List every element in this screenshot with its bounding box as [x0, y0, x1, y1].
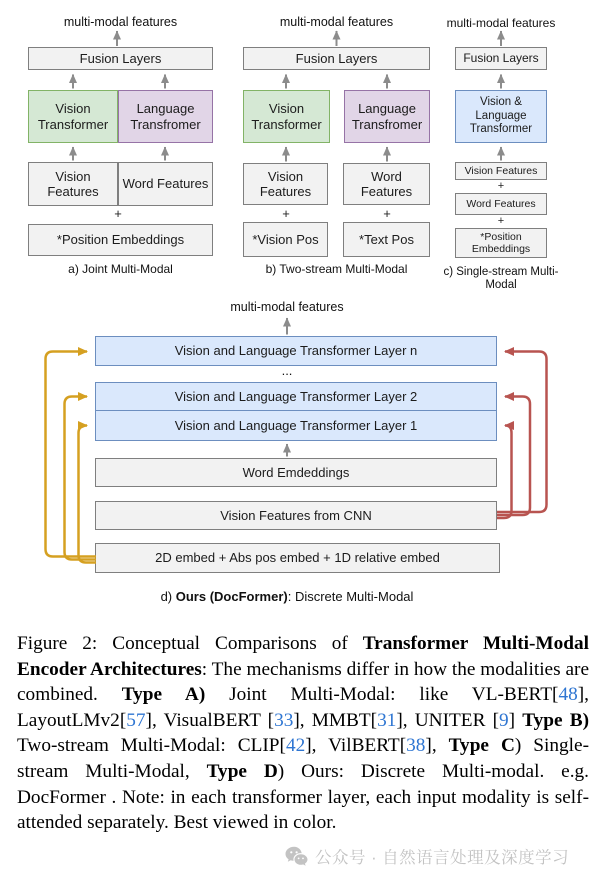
diagram-a-vision-features-box: Vision Features: [28, 162, 118, 206]
arrow-2d-embed-to-layer-1: [79, 426, 97, 563]
caption-text: ) Ours: Discrete Multi-modal. e.g. DocFormer . Note: in each transformer layer, each input modality is self-attended separately. Best viewed in color.: [17, 760, 589, 834]
diagram-c-fusion-layers-box: Fusion Layers: [455, 47, 547, 70]
diagram-d-caption: [87, 590, 487, 605]
caption-text: ], LayoutLMv2[: [17, 684, 589, 731]
caption-text: ]: [508, 709, 523, 731]
caption-text: Two-stream Multi-Modal: CLIP[: [17, 735, 286, 757]
watermark-text: 公众号 · 自然语言处理及深度学习: [315, 849, 570, 867]
figure-caption: [17, 631, 589, 836]
diagram-d-transformer-layer-n-box: Vision and Language Transformer Layer n: [95, 336, 497, 366]
diagram-a-plus-sign: +: [114, 206, 122, 221]
arrow-vision-cnn-to-layer-2: [497, 397, 530, 516]
diagram-d-caption-bold: Ours (DocFormer): [175, 589, 288, 604]
caption-text: : The mechanisms differ in how the modalities are combined.: [17, 658, 589, 706]
diagram-a-fusion-layers-box: Fusion Layers: [28, 47, 213, 70]
watermark: [285, 844, 569, 868]
wechat-icon: [285, 846, 309, 867]
diagram-b-vision-transformer-box: Vision Transformer: [243, 90, 330, 143]
diagram-b-language-transformer-box: Language Transfromer: [344, 90, 430, 143]
citation-number: 42: [285, 735, 306, 757]
caption-text: ],: [425, 735, 449, 757]
diagram-a-position-embeddings-box: *Position Embeddings: [28, 224, 213, 256]
diagram-a-vision-transformer-box: Vision Transformer: [28, 90, 118, 143]
caption-text: ], VisualBERT [: [145, 709, 275, 731]
caption-text: ], UNITER [: [396, 709, 500, 731]
caption-bold-text: Type B): [522, 709, 589, 731]
caption-bold-text: Transformer Multi-Modal Encoder Architectures: [17, 633, 589, 680]
diagram-b-text-pos-box: *Text Pos: [343, 222, 430, 257]
citation-number: 31: [377, 709, 397, 731]
diagram-d-ellipsis: ...: [281, 363, 293, 378]
arrow-2d-embed-to-layer-n: [46, 352, 97, 557]
caption-text: Joint Multi-Modal: like VL-BERT[: [205, 684, 559, 706]
arrow-2d-embed-to-layer-2: [65, 397, 97, 560]
citation-number: 48: [558, 684, 578, 706]
arrow-vision-cnn-to-layer-1: [497, 426, 512, 519]
diagram-a-word-features-box: Word Features: [118, 162, 213, 206]
diagram-c-output-label: multi-modal features: [446, 16, 556, 30]
caption-text: ) Single-stream Multi-Modal,: [17, 735, 589, 782]
caption-text: ], VilBERT[: [305, 735, 407, 757]
diagram-b-word-features-box: Word Features: [343, 163, 430, 205]
caption-bold-text: Type D: [206, 760, 278, 782]
diagram-a-caption: a) Joint Multi-Modal: [68, 262, 173, 276]
diagram-c-plus-sign-1: +: [497, 180, 505, 192]
diagram-b-output-label: multi-modal features: [279, 15, 394, 29]
diagram-b-plus-sign-text: +: [383, 206, 391, 221]
diagram-a-language-transformer-box: Language Transfromer: [118, 90, 213, 143]
caption-bold-text: Type A): [121, 684, 206, 706]
diagram-d-word-embeddings-box: Word Emdeddings: [95, 458, 497, 487]
citation-number: 38: [406, 735, 426, 757]
diagram-d-2d-embed-box: 2D embed + Abs pos embed + 1D relative embed: [95, 543, 500, 573]
diagram-d-transformer-layer-2-box: Vision and Language Transformer Layer 2: [95, 382, 497, 411]
diagram-d-caption-prefix: d): [160, 589, 176, 604]
diagram-b-vision-pos-box: *Vision Pos: [243, 222, 328, 257]
diagram-d-vision-features-cnn-box: Vision Features from CNN: [95, 501, 497, 530]
red-arrows: [497, 352, 547, 519]
diagram-b-plus-sign-vision: +: [282, 206, 290, 221]
diagram-b-vision-features-box: Vision Features: [243, 163, 328, 205]
citation-number: 9: [499, 709, 509, 731]
yellow-arrows: [46, 352, 97, 563]
diagram-d-caption-suffix: : Discrete Multi-Modal: [287, 589, 414, 604]
citation-number: 57: [126, 709, 146, 731]
diagram-a-output-label: multi-modal features: [63, 15, 178, 29]
diagram-d-transformer-layer-1-box: Vision and Language Transformer Layer 1: [95, 410, 497, 441]
diagram-d-output-label: multi-modal features: [230, 300, 344, 314]
caption-text: ], MMBT[: [293, 709, 378, 731]
diagram-c-caption: c) Single-stream Multi-Modal: [443, 266, 559, 292]
diagram-c-vision-features-box: Vision Features: [455, 162, 547, 180]
citation-number: 33: [274, 709, 294, 731]
diagram-b-caption: b) Two-stream Multi-Modal: [265, 262, 408, 276]
diagram-c-plus-sign-2: +: [497, 215, 505, 227]
caption-text: Figure 2: Conceptual Comparisons of: [17, 633, 363, 654]
diagram-c-word-features-box: Word Features: [455, 193, 547, 215]
diagram-c-vision-language-transformer-box: Vision & Language Transformer: [455, 90, 547, 143]
arrow-vision-cnn-to-layer-n: [497, 352, 547, 513]
diagram-c-position-embeddings-box: *Position Embeddings: [455, 228, 547, 258]
caption-bold-text: Type C: [448, 735, 515, 757]
diagram-b-fusion-layers-box: Fusion Layers: [243, 47, 430, 70]
